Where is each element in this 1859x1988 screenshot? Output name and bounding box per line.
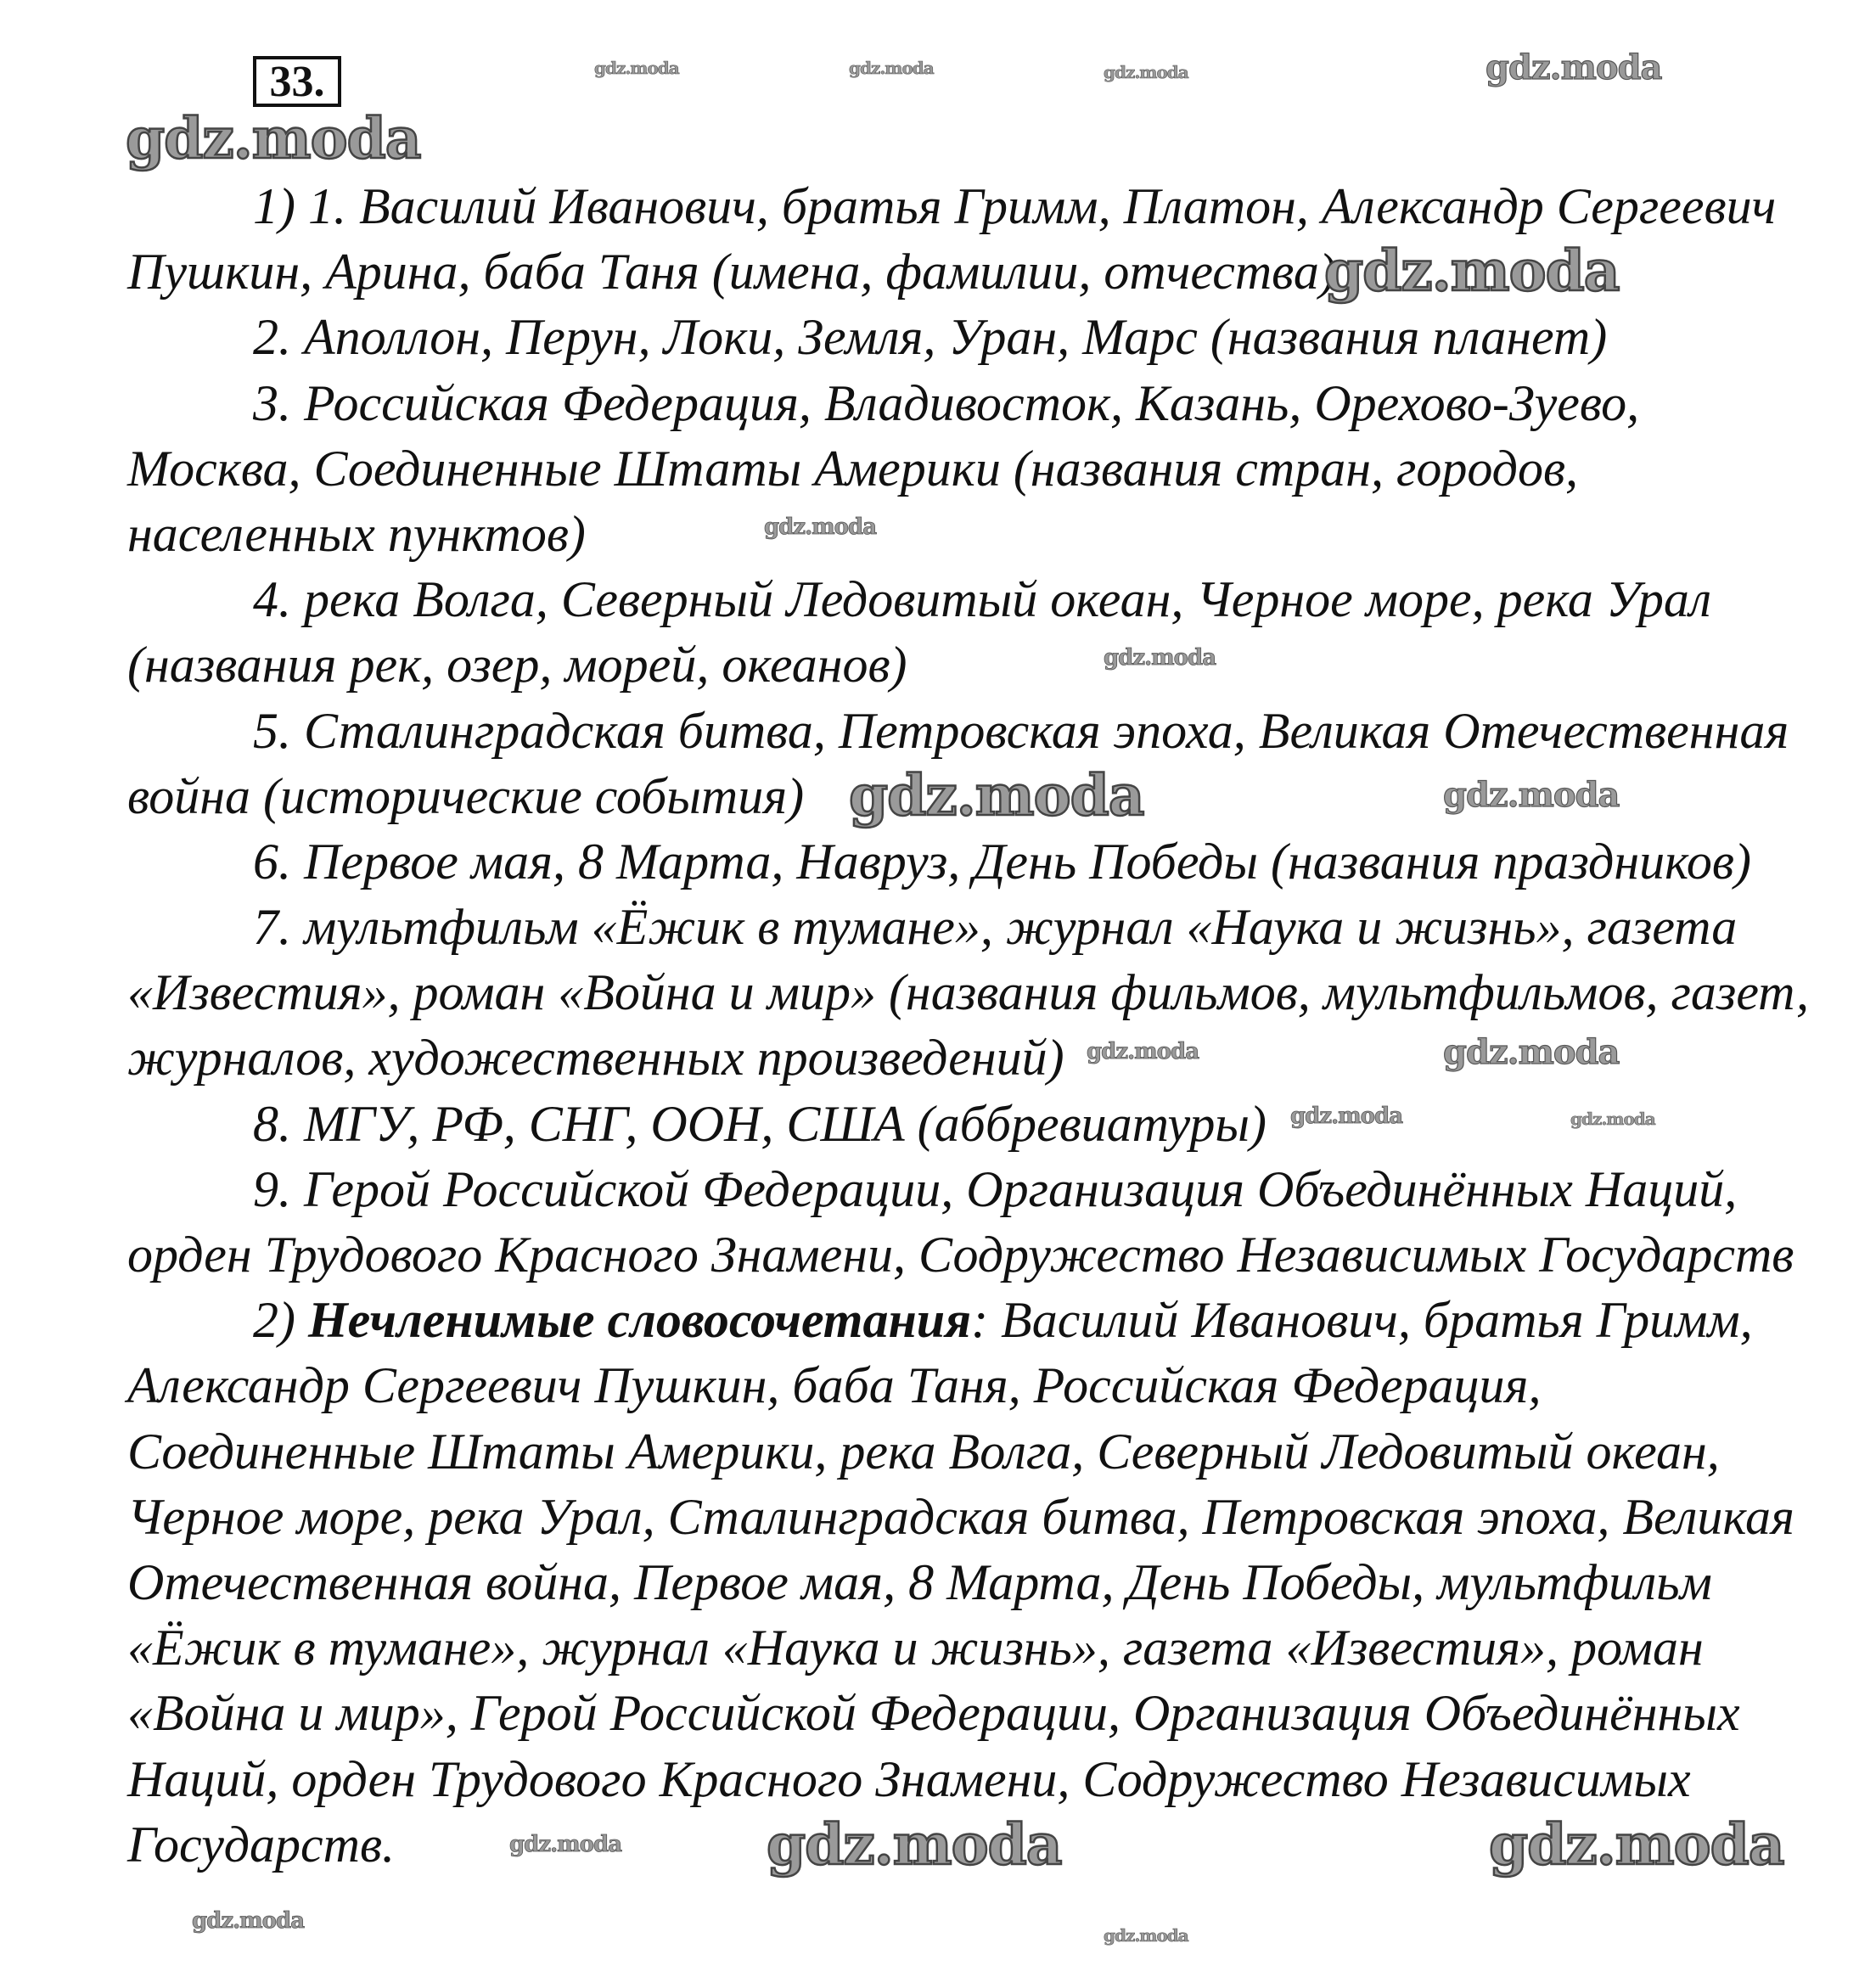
watermark: gdz.moda <box>1324 238 1620 304</box>
text-line <box>127 1681 1740 1746</box>
text-line <box>127 239 1336 305</box>
watermark: gdz.moda <box>192 1908 305 1934</box>
text-line <box>127 895 1737 960</box>
watermark: gdz.moda <box>849 58 934 78</box>
line-text: «Ёжик в тумане», журнал «Наука и жизнь», газета «Известия», роман <box>127 1620 1704 1676</box>
watermark: gdz.moda <box>1104 645 1216 671</box>
line-text: Соединенные Штаты Америки, река Волга, Северный Ледовитый океан, <box>127 1423 1720 1480</box>
text-line <box>127 1157 1737 1222</box>
text-line <box>127 1222 1794 1288</box>
text-line <box>127 764 804 829</box>
watermark: gdz.moda <box>1104 62 1188 82</box>
text-line <box>127 1288 1753 1353</box>
line-text: 3. Российская Федерация, Владивосток, Казань, Орехово-Зуево, <box>253 374 1640 431</box>
task-number-box: 33. <box>253 56 341 107</box>
text-line <box>127 699 1789 764</box>
line-text: 2. Аполлон, Перун, Локи, Земля, Уран, Марс (названия планет) <box>253 309 1608 366</box>
line-text: 5. Сталинградская битва, Петровская эпоха, Великая Отечественная <box>253 702 1789 759</box>
line-text: Черное море, река Урал, Сталинградская битва, Петровская эпоха, Великая <box>127 1488 1794 1545</box>
line-text: 8. МГУ, РФ, СНГ, ООН, США (аббревиатуры) <box>253 1095 1266 1152</box>
line-text: «Война и мир», Герой Российской Федерации, Организация Объединённых <box>127 1685 1740 1742</box>
bold-term: Нечленимые словосочетания <box>307 1292 972 1349</box>
line-text: Отечественная война, Первое мая, 8 Марта, День Победы, мультфильм <box>127 1553 1712 1610</box>
line-text: война (исторические события) <box>127 767 805 824</box>
line-text: 7. мультфильм «Ёжик в тумане», журнал «Наука и жизнь», газета <box>253 899 1738 956</box>
watermark: gdz.moda <box>1087 1039 1199 1064</box>
line-text: (названия рек, озер, морей, океанов) <box>127 637 907 694</box>
watermark: gdz.moda <box>1443 775 1620 815</box>
text-line <box>127 305 1607 370</box>
line-text: Москва, Соединенные Штаты Америки (названия стран, городов, <box>127 440 1579 497</box>
text-line <box>127 1615 1704 1681</box>
line-text: 4. река Волга, Северный Ледовитый океан, Черное море, река Урал <box>253 571 1711 628</box>
watermark: gdz.moda <box>849 762 1144 828</box>
watermark: gdz.moda <box>764 514 877 540</box>
watermark: gdz.moda <box>594 58 679 78</box>
line-text: Наций, орден Трудового Красного Знамени, Содружество Независимых <box>127 1750 1691 1807</box>
watermark: gdz.moda <box>126 105 421 171</box>
watermark: gdz.moda <box>1489 1811 1784 1878</box>
watermark: gdz.moda <box>1290 1104 1403 1129</box>
answer-text <box>127 174 1809 1878</box>
line-text: 2) <box>253 1292 308 1349</box>
text-line <box>127 960 1809 1025</box>
text-line <box>127 1092 1266 1157</box>
text-line <box>127 371 1639 436</box>
text-line <box>127 567 1711 632</box>
line-text: Александр Сергеевич Пушкин, баба Таня, Российская Федерация, <box>127 1357 1542 1414</box>
watermark: gdz.moda <box>1570 1109 1655 1129</box>
line-text: 1) 1. Василий Иванович, братья Гримм, Платон, Александр Сергеевич <box>253 178 1777 234</box>
text-line <box>127 1419 1720 1485</box>
text-line <box>127 829 1751 895</box>
watermark: gdz.moda <box>1443 1032 1620 1072</box>
line-text: 6. Первое мая, 8 Марта, Навруз, День Победы (названия праздников) <box>253 833 1751 890</box>
watermark: gdz.moda <box>1486 48 1662 87</box>
text-line <box>127 1025 1064 1091</box>
text-line <box>127 1485 1794 1550</box>
watermark: gdz.moda <box>509 1832 622 1857</box>
text-line <box>127 1550 1712 1615</box>
text-line <box>127 436 1578 502</box>
line-text: «Известия», роман «Война и мир» (названия фильмов, мультфильмов, газет, <box>127 964 1809 1021</box>
watermark: gdz.moda <box>1104 1925 1188 1946</box>
text-line <box>127 502 586 567</box>
text-line <box>127 1353 1541 1418</box>
line-text: населенных пунктов) <box>127 505 586 562</box>
line-text: орден Трудового Красного Знамени, Содружество Независимых Государств <box>127 1227 1794 1283</box>
text-line <box>127 174 1776 239</box>
line-text: 9. Герой Российской Федерации, Организация Объединённых Наций, <box>253 1160 1738 1217</box>
line-text: : Василий Иванович, братья Гримм, <box>971 1292 1753 1349</box>
line-text: журналов, художественных произведений) <box>127 1030 1064 1087</box>
watermark: gdz.moda <box>767 1811 1062 1878</box>
line-text: Государств. <box>127 1816 396 1873</box>
text-line <box>127 1812 395 1878</box>
line-text: Пушкин, Арина, баба Таня (имена, фамилии, отчества) <box>127 244 1336 300</box>
text-line <box>127 632 907 698</box>
text-line <box>127 1747 1691 1812</box>
